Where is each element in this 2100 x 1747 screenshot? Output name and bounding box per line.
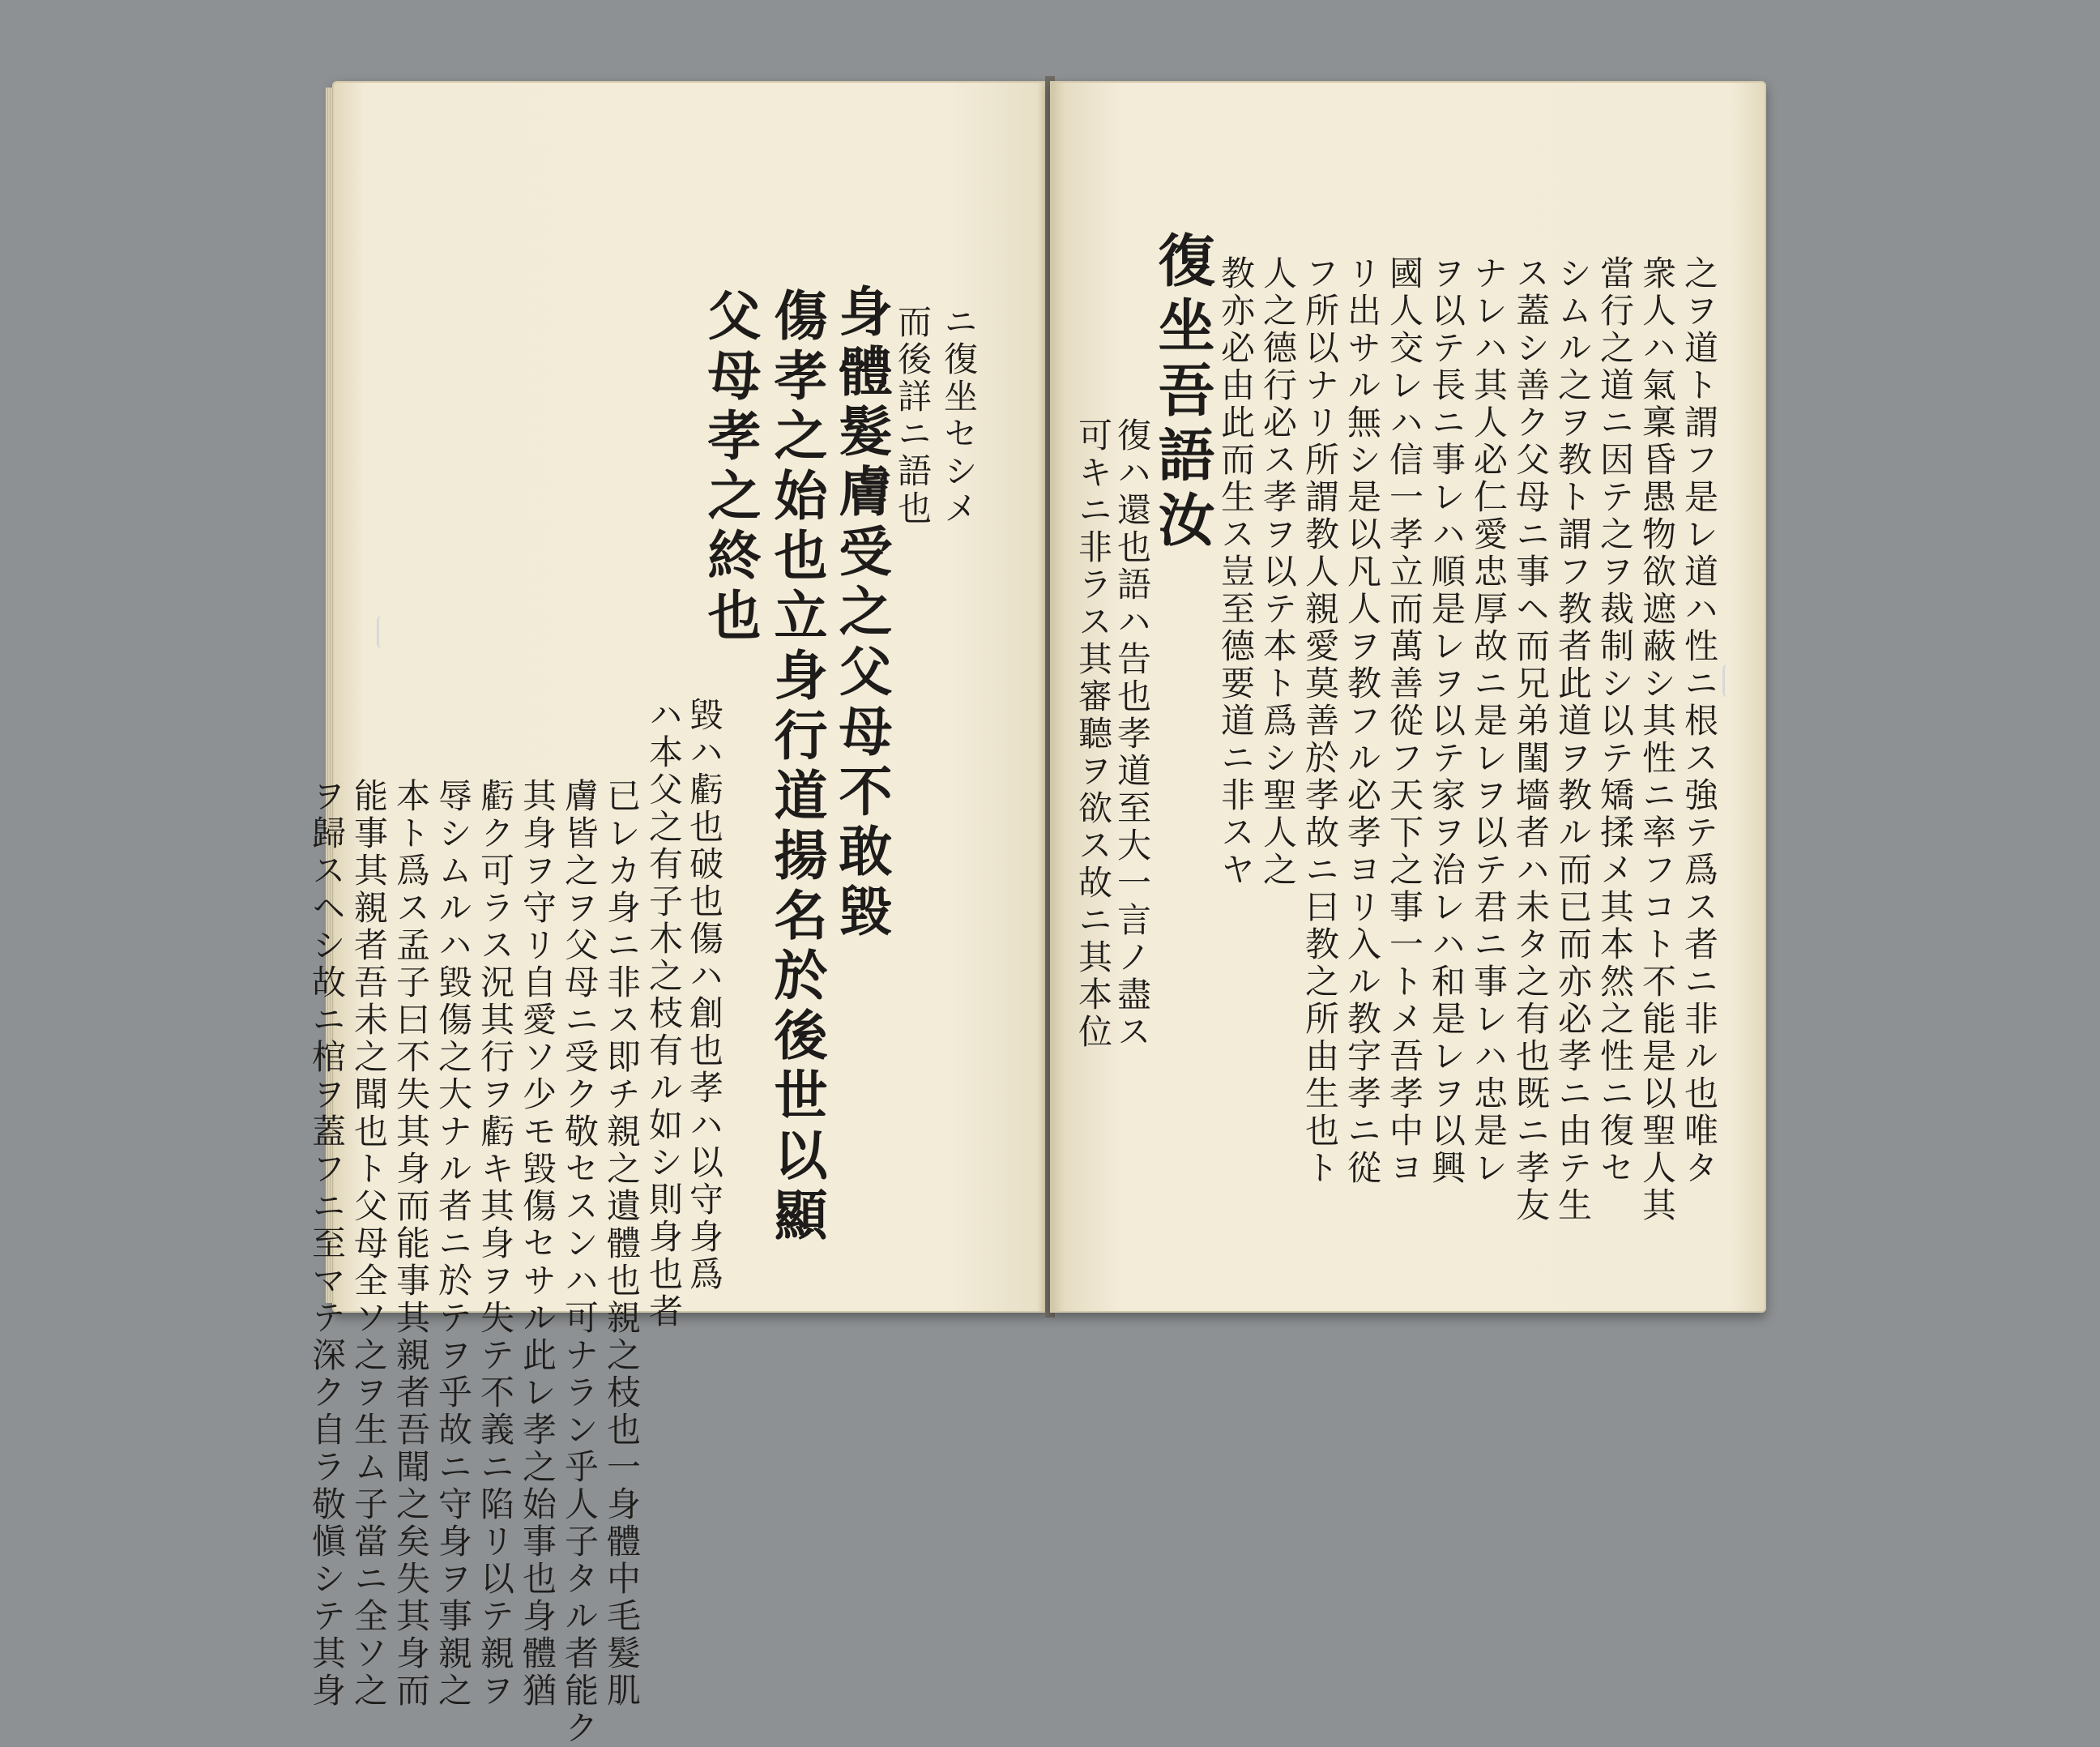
binding-thread bbox=[1722, 664, 1731, 697]
left-page-column: 其身ヲ守リ自愛ソ少モ毀傷セサル此レ孝之始事也身體猶 bbox=[518, 778, 557, 1710]
left-page-column: 膚皆之ヲ父母ニ受ク敬セスンハ可ナラン乎人子タル者能ク bbox=[560, 778, 600, 1747]
right-page-column: 可キニ非ラス其審聽ヲ欲ス故ニ其本位 bbox=[1073, 417, 1113, 1051]
right-page-column: ヲ以テ長ニ事レハ順是レヲ以テ家ヲ治レハ和是レヲ以興 bbox=[1427, 255, 1466, 1187]
open-book bbox=[307, 81, 1766, 1747]
right-page-column: ナレハ其人必仁愛忠厚故ニ是レヲ以テ君ニ事レハ忠是レ bbox=[1469, 255, 1509, 1187]
left-page bbox=[307, 81, 1048, 1747]
right-page-column: ス蓋シ善ク父母ニ事ヘ而兄弟閨墻者ハ未タ之有也既ニ孝友 bbox=[1511, 255, 1551, 1224]
right-page-column: 教亦必由此而生ス豈至德要道ニ非スヤ bbox=[1216, 255, 1256, 889]
left-page-column: 傷孝之始也立身行道揚名於後世以顯 bbox=[765, 288, 828, 1247]
right-page-column: リ出サル無シ是以凡人ヲ教フル必孝ヨリ入ル教字孝ニ從 bbox=[1342, 255, 1382, 1187]
left-page-column: 虧ク可ラス況其行ヲ虧キ其身ヲ失テ不義ニ陷リ以テ親ヲ bbox=[476, 778, 515, 1710]
right-page-column: 人之德行必ス孝ヲ以テ本ト爲シ聖人之 bbox=[1258, 255, 1298, 889]
binding-thread bbox=[377, 616, 386, 648]
right-page-column: 當行之道ニ因テ之ヲ裁制シ以テ矯揉メ其本然之性ニ復セ bbox=[1595, 255, 1635, 1187]
left-page-column: ハ本父之有子木之枝有ル如シ則身也者 bbox=[644, 697, 684, 1331]
right-page-column: 國人交レハ信一孝立而萬善從フ天下之事一トメ吾孝中ヨ bbox=[1385, 255, 1424, 1187]
left-page-column: 父母孝之終也 bbox=[698, 288, 762, 647]
left-page-column: 而後詳ニ語也 bbox=[893, 304, 933, 528]
right-page-column: シムル之ヲ教ト謂フ教者此道ヲ教ル而已而亦必孝ニ由テ生 bbox=[1553, 255, 1593, 1224]
left-page-column: 能事其親者吾未之聞也ト父母全ソ之ヲ生ム子當ニ全ソ之 bbox=[349, 778, 389, 1710]
left-page-column: ヲ歸スヘシ故ニ棺ヲ蓋フニ至マテ深ク自ラ敬愼シテ其身 bbox=[307, 778, 347, 1710]
left-page-column: 辱シムルハ毀傷之大ナル者ニ於テヲ乎故ニ守身ヲ事親之 bbox=[433, 778, 473, 1710]
right-page bbox=[1050, 81, 1766, 1313]
left-page-column: 毀ハ虧也破也傷ハ創也孝ハ以守身爲 bbox=[685, 697, 724, 1293]
right-page-column: 之ヲ道ト謂フ是レ道ハ性ニ根ス強テ爲ス者ニ非ル也唯タ bbox=[1680, 255, 1719, 1187]
right-page-column: 復ハ還也語ハ告也孝道至大一言ノ盡ス bbox=[1112, 417, 1152, 1051]
left-page-column: 身體髮膚受之父母不敢毀 bbox=[830, 284, 893, 943]
left-page-column: ニ復坐セシメ bbox=[939, 304, 979, 528]
right-page-column: 復坐吾語汝 bbox=[1149, 231, 1216, 555]
right-page-column: 衆人ハ氣稟昏愚物欲遮蔽シ其性ニ率フコト不能是以聖人其 bbox=[1637, 255, 1677, 1224]
left-page-column: 已レカ身ニ非ス即チ親之遺體也親之枝也一身體中毛髮肌 bbox=[602, 778, 642, 1710]
left-page-column: 本ト爲ス孟子曰不失其身而能事其親者吾聞之矣失其身而 bbox=[391, 778, 431, 1710]
right-page-column: フ所以ナリ所謂教人親愛莫善於孝故ニ曰教之所由生也ト bbox=[1300, 255, 1340, 1187]
